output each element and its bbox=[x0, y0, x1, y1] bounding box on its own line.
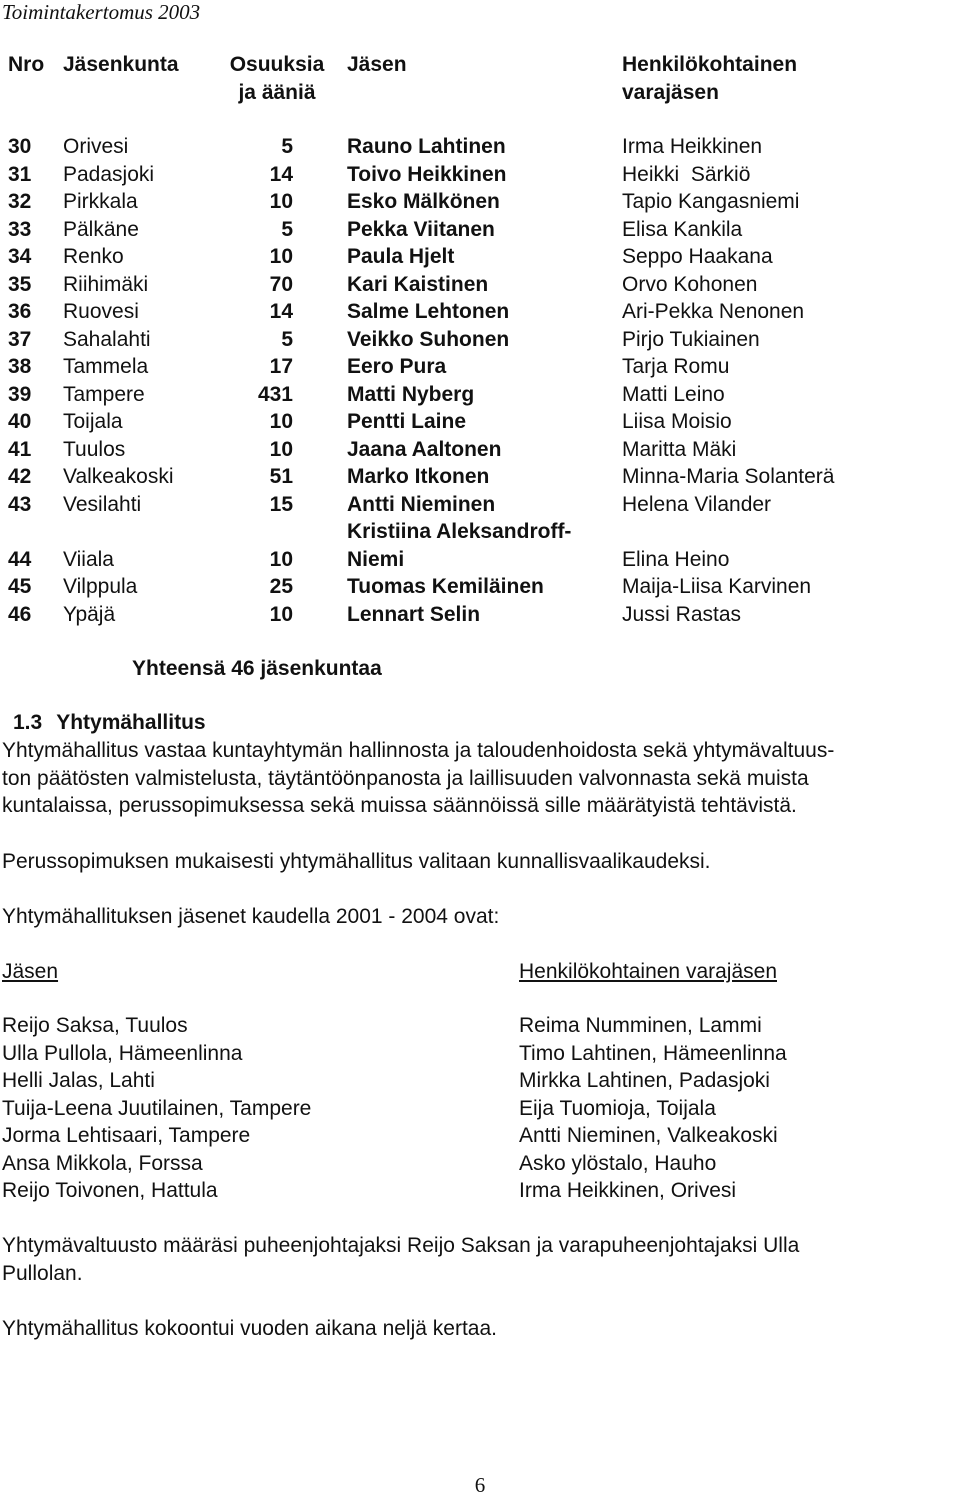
member-row bbox=[2, 1012, 942, 1040]
cell-varajasen: Orvo Kohonen bbox=[622, 272, 758, 296]
cell-osuudet: 70 bbox=[269, 272, 293, 296]
cell-nro: 43 bbox=[8, 492, 32, 516]
table-row bbox=[0, 161, 960, 188]
cell-jasen: Antti Nieminen bbox=[347, 492, 496, 516]
cell-kunta: Sahalahti bbox=[63, 327, 151, 351]
cell-varajasen: Tarja Romu bbox=[622, 355, 730, 378]
cell-osuudet: 5 bbox=[281, 135, 293, 158]
cell-kunta: Toijala bbox=[63, 410, 123, 433]
member-row bbox=[2, 1095, 942, 1123]
cell-nro: 45 bbox=[8, 575, 32, 598]
cell-osuudet: 10 bbox=[269, 410, 293, 433]
cell-nro: 37 bbox=[8, 327, 32, 351]
cell-jasen: Pentti Laine bbox=[347, 410, 467, 433]
cell-nro: 44 bbox=[8, 547, 32, 571]
paragraph-meetings: Yhtymähallitus kokoontui vuoden aikana neljä kertaa. bbox=[2, 1317, 497, 1340]
cell-varajasen: Liisa Moisio bbox=[622, 410, 732, 433]
deputy-name: Asko ylöstalo, Hauho bbox=[519, 1151, 717, 1175]
cell-jasen: Marko Itkonen bbox=[347, 465, 490, 488]
cell-kunta: Valkeakoski bbox=[63, 465, 174, 488]
paragraph-members-intro: Yhtymähallituksen jäsenet kaudella 2001 - 2004 ovat: bbox=[2, 905, 500, 928]
deputy-name: Irma Heikkinen, Orivesi bbox=[519, 1179, 737, 1202]
cell-varajasen: Minna-Maria Solanterä bbox=[622, 465, 835, 488]
members-header-jasen: Jäsen bbox=[2, 960, 59, 983]
cell-kunta: Tammela bbox=[63, 355, 149, 378]
table-header bbox=[0, 51, 960, 107]
header-nro: Nro bbox=[8, 53, 45, 76]
cell-osuudet: 431 bbox=[257, 382, 293, 406]
table-row bbox=[0, 408, 960, 435]
table-row bbox=[0, 133, 960, 160]
cell-osuudet: 15 bbox=[269, 492, 293, 516]
cell-kunta: Padasjoki bbox=[63, 162, 155, 186]
member-name: Ulla Pullola, Hämeenlinna bbox=[2, 1041, 243, 1065]
cell-nro: 30 bbox=[8, 135, 32, 158]
cell-nro: 33 bbox=[8, 217, 32, 241]
cell-varajasen: Irma Heikkinen bbox=[622, 135, 763, 158]
paragraph-line: Yhtymävaltuusto määräsi puheenjohtajaksi Reijo Saksan ja varapuheenjohtajaksi Ulla bbox=[2, 1234, 800, 1257]
member-row bbox=[2, 1122, 942, 1150]
paragraph-line: kuntalaissa, perussopimuksessa sekä muissa säännöissä sille määrätyistä tehtävistä. bbox=[2, 794, 797, 817]
cell-nro: 46 bbox=[8, 602, 32, 626]
table-row bbox=[0, 326, 960, 353]
deputy-name: Antti Nieminen, Valkeakoski bbox=[519, 1124, 778, 1147]
paragraph-chair bbox=[2, 1232, 956, 1287]
cell-jasen-line1: Kristiina Aleksandroff- bbox=[347, 520, 572, 543]
table-row bbox=[0, 216, 960, 243]
cell-jasen: Matti Nyberg bbox=[347, 382, 475, 406]
cell-jasen: Pekka Viitanen bbox=[347, 217, 495, 241]
header-varajasen-line2: varajäsen bbox=[622, 81, 719, 104]
table-row bbox=[0, 298, 960, 325]
section-heading bbox=[13, 709, 206, 736]
section-number: 1.3 bbox=[13, 711, 43, 734]
cell-kunta: Ruovesi bbox=[63, 300, 139, 323]
cell-jasen: Niemi bbox=[347, 547, 405, 571]
cell-varajasen: Helena Vilander bbox=[622, 492, 772, 516]
cell-osuudet: 10 bbox=[269, 602, 293, 626]
header-jasen: Jäsen bbox=[347, 53, 407, 76]
cell-kunta: Tampere bbox=[63, 382, 145, 406]
cell-nro: 39 bbox=[8, 382, 32, 406]
member-row bbox=[2, 1177, 942, 1205]
cell-jasen: Tuomas Kemiläinen bbox=[347, 575, 544, 598]
deputy-name: Eija Tuomioja, Toijala bbox=[519, 1096, 716, 1120]
cell-kunta: Pälkäne bbox=[63, 217, 139, 241]
cell-nro: 36 bbox=[8, 300, 32, 323]
member-row bbox=[2, 1040, 942, 1068]
cell-jasen: Kari Kaistinen bbox=[347, 272, 489, 296]
header-osuuksia-line1: Osuuksia bbox=[229, 53, 325, 76]
header-jasenkunta: Jäsenkunta bbox=[63, 53, 179, 76]
cell-osuudet: 10 bbox=[269, 190, 293, 213]
cell-nro: 41 bbox=[8, 437, 32, 461]
cell-kunta: Vesilahti bbox=[63, 492, 142, 516]
table-row bbox=[0, 463, 960, 490]
table-row bbox=[0, 271, 960, 298]
cell-varajasen: Ari-Pekka Nenonen bbox=[622, 300, 805, 323]
cell-osuudet: 10 bbox=[269, 437, 293, 461]
cell-nro: 31 bbox=[8, 162, 32, 186]
cell-nro: 42 bbox=[8, 465, 32, 488]
cell-varajasen: Pirjo Tukiainen bbox=[622, 327, 760, 351]
member-name: Reijo Toivonen, Hattula bbox=[2, 1179, 218, 1202]
cell-kunta: Pirkkala bbox=[63, 190, 138, 213]
cell-nro: 35 bbox=[8, 272, 32, 296]
members-header-varajasen: Henkilökohtainen varajäsen bbox=[519, 960, 777, 983]
cell-kunta: Riihimäki bbox=[63, 272, 149, 296]
cell-varajasen: Elisa Kankila bbox=[622, 217, 743, 241]
table-row bbox=[0, 546, 960, 573]
cell-osuudet: 14 bbox=[269, 162, 293, 186]
cell-nro: 34 bbox=[8, 245, 32, 268]
cell-osuudet: 5 bbox=[281, 327, 293, 351]
table-row bbox=[0, 573, 960, 600]
deputy-name: Mirkka Lahtinen, Padasjoki bbox=[519, 1069, 770, 1092]
cell-varajasen: Matti Leino bbox=[622, 382, 725, 406]
table-row bbox=[0, 436, 960, 463]
cell-varajasen: Jussi Rastas bbox=[622, 602, 742, 626]
table-total: Yhteensä 46 jäsenkuntaa bbox=[132, 657, 382, 680]
cell-osuudet: 5 bbox=[281, 217, 293, 241]
cell-jasen: Jaana Aaltonen bbox=[347, 437, 502, 461]
table-row bbox=[0, 491, 960, 518]
cell-kunta: Vilppula bbox=[63, 575, 138, 598]
cell-osuudet: 51 bbox=[269, 465, 293, 488]
deputy-name: Timo Lahtinen, Hämeenlinna bbox=[519, 1041, 787, 1065]
member-name: Jorma Lehtisaari, Tampere bbox=[2, 1124, 251, 1147]
cell-varajasen: Heikki Särkiö bbox=[622, 162, 751, 186]
cell-varajasen: Seppo Haakana bbox=[622, 245, 773, 268]
cell-jasen: Esko Mälkönen bbox=[347, 190, 500, 213]
cell-kunta: Tuulos bbox=[63, 437, 126, 461]
paragraph-line: ton päätösten valmistelusta, täytäntöönpanosta ja laillisuuden valvonnasta sekä muista bbox=[2, 766, 809, 790]
table-row bbox=[0, 381, 960, 408]
cell-kunta: Orivesi bbox=[63, 135, 129, 158]
section-title: Yhtymähallitus bbox=[56, 711, 206, 734]
table-row-wrapped-name bbox=[0, 518, 960, 545]
cell-varajasen: Elina Heino bbox=[622, 547, 730, 571]
member-name: Tuija-Leena Juutilainen, Tampere bbox=[2, 1096, 312, 1120]
member-row bbox=[2, 1067, 942, 1095]
paragraph-election: Perussopimuksen mukaisesti yhtymähallitus valitaan kunnallisvaalikaudeksi. bbox=[2, 850, 711, 873]
table-row bbox=[0, 353, 960, 380]
cell-jasen: Lennart Selin bbox=[347, 602, 481, 626]
header-varajasen-line1: Henkilökohtainen bbox=[622, 53, 798, 76]
page-number: 6 bbox=[474, 1473, 486, 1497]
member-row bbox=[2, 1150, 942, 1178]
cell-varajasen: Maija-Liisa Karvinen bbox=[622, 575, 812, 598]
cell-kunta: Ypäjä bbox=[63, 602, 116, 626]
cell-jasen: Salme Lehtonen bbox=[347, 300, 510, 323]
cell-jasen: Veikko Suhonen bbox=[347, 327, 510, 351]
cell-jasen: Toivo Heikkinen bbox=[347, 162, 507, 186]
cell-jasen: Paula Hjelt bbox=[347, 245, 455, 268]
cell-nro: 32 bbox=[8, 190, 32, 213]
deputy-name: Reima Numminen, Lammi bbox=[519, 1014, 762, 1037]
cell-osuudet: 10 bbox=[269, 245, 293, 268]
cell-kunta: Viiala bbox=[63, 547, 114, 571]
cell-kunta: Renko bbox=[63, 245, 124, 268]
cell-osuudet: 14 bbox=[269, 300, 293, 323]
cell-osuudet: 17 bbox=[269, 355, 293, 378]
cell-nro: 38 bbox=[8, 355, 32, 378]
table-row bbox=[0, 243, 960, 270]
member-name: Helli Jalas, Lahti bbox=[2, 1069, 155, 1092]
header-osuuksia-line2: ja ääniä bbox=[238, 81, 316, 104]
cell-osuudet: 10 bbox=[269, 547, 293, 571]
cell-jasen: Rauno Lahtinen bbox=[347, 135, 506, 158]
member-name: Reijo Saksa, Tuulos bbox=[2, 1014, 188, 1037]
cell-osuudet: 25 bbox=[269, 575, 293, 598]
paragraph-responsibilities bbox=[2, 737, 956, 820]
cell-jasen: Eero Pura bbox=[347, 355, 447, 378]
member-name: Ansa Mikkola, Forssa bbox=[2, 1151, 203, 1175]
paragraph-line: Yhtymähallitus vastaa kuntayhtymän hallinnosta ja taloudenhoidosta sekä yhtymävaltuus- bbox=[2, 739, 835, 762]
document-header: Toimintakertomus 2003 bbox=[2, 0, 201, 24]
cell-nro: 40 bbox=[8, 410, 32, 433]
cell-varajasen: Maritta Mäki bbox=[622, 437, 737, 461]
cell-varajasen: Tapio Kangasniemi bbox=[622, 190, 800, 213]
table-row bbox=[0, 601, 960, 628]
table-row bbox=[0, 188, 960, 215]
paragraph-line: Pullolan. bbox=[2, 1261, 83, 1285]
